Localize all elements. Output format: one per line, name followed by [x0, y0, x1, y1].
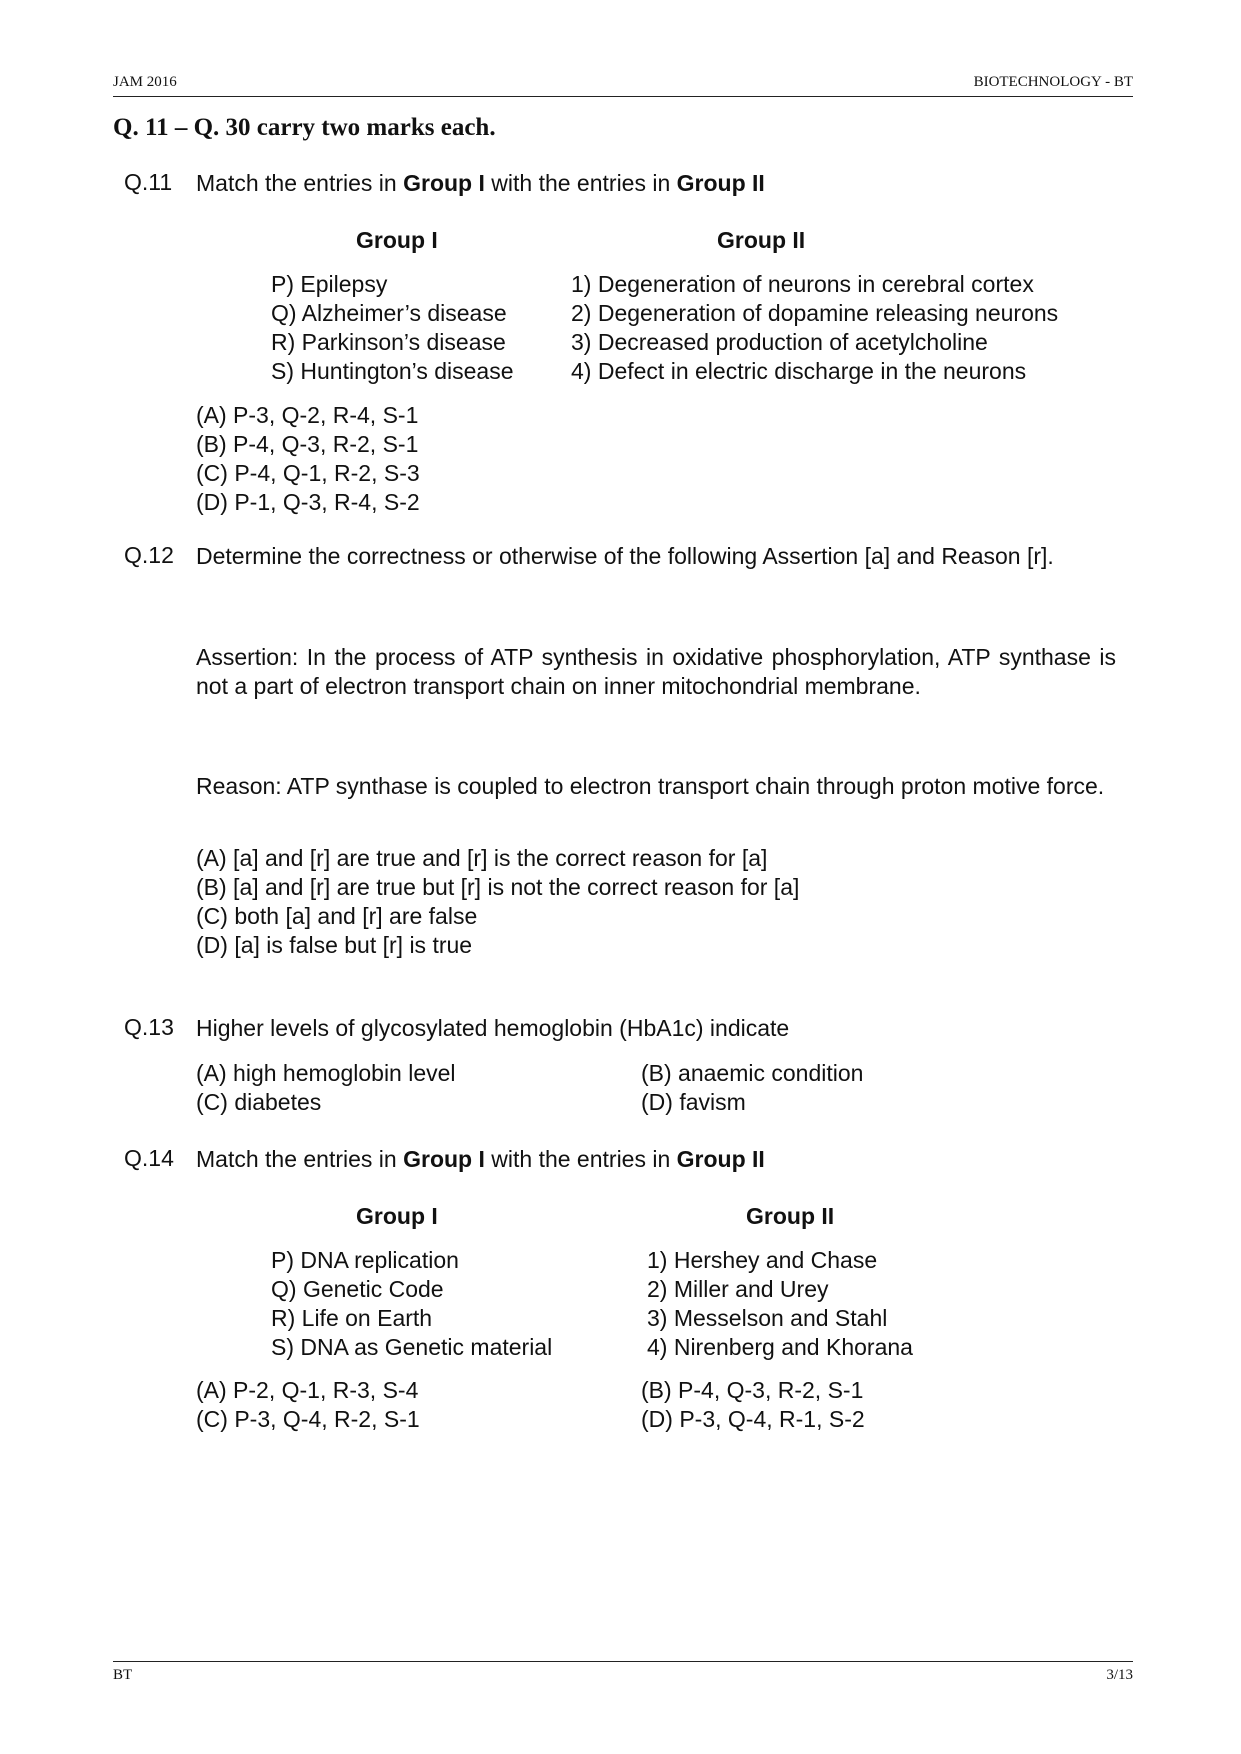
list-item: S) Huntington’s disease	[271, 358, 514, 384]
q13-number: Q.13	[124, 1014, 174, 1040]
q14-stem: Match the entries in Group I with the entries in Group II	[196, 1146, 765, 1172]
option: (D) P-1, Q-3, R-4, S-2	[196, 489, 420, 515]
list-item: 1) Degeneration of neurons in cerebral cortex	[571, 271, 1034, 297]
q14-group1-list	[271, 1246, 552, 1362]
list-item: 4) Defect in electric discharge in the neurons	[571, 358, 1027, 384]
option: (D) [a] is false but [r] is true	[196, 932, 473, 958]
list-item: S) DNA as Genetic material	[271, 1334, 553, 1360]
q13-option-a: (A) high hemoglobin level	[196, 1060, 456, 1086]
list-item: R) Life on Earth	[271, 1305, 433, 1331]
list-item: Q) Alzheimer’s disease	[271, 300, 507, 326]
header-paper-name: BIOTECHNOLOGY - BT	[973, 74, 1133, 90]
q14-number: Q.14	[124, 1145, 174, 1171]
q11-group2-list	[571, 270, 1058, 386]
header-divider	[113, 96, 1133, 97]
list-item: 2) Miller and Urey	[647, 1276, 829, 1302]
q14-option-a: (A) P-2, Q-1, R-3, S-4	[196, 1377, 419, 1403]
q11-stem: Match the entries in Group I with the entries in Group II	[196, 170, 765, 196]
option: (C) both [a] and [r] are false	[196, 903, 478, 929]
q12-reason: Reason: ATP synthase is coupled to electron transport chain through proton motive force.	[196, 773, 1105, 799]
list-item: 3) Messelson and Stahl	[647, 1305, 888, 1331]
q14-option-d: (D) P-3, Q-4, R-1, S-2	[641, 1406, 865, 1432]
q13-option-d: (D) favism	[641, 1089, 746, 1115]
option: (B) P-4, Q-3, R-2, S-1	[196, 431, 419, 457]
q13-option-c: (C) diabetes	[196, 1089, 322, 1115]
q11-group1-list	[271, 270, 514, 386]
page-number: 3/13	[1106, 1667, 1133, 1683]
q11-group1-heading: Group I	[356, 227, 438, 253]
q12-assertion: Assertion: In the process of ATP synthesis in oxidative phosphorylation, ATP synthase is not a part of electron transport chain on inner mitochondrial membrane.	[196, 644, 1116, 699]
q14-group1-heading: Group I	[356, 1203, 438, 1229]
q11-group2-heading: Group II	[717, 227, 806, 253]
footer-divider	[113, 1661, 1133, 1662]
q12-number: Q.12	[124, 542, 174, 568]
list-item: 4) Nirenberg and Khorana	[647, 1334, 913, 1360]
option: (C) P-4, Q-1, R-2, S-3	[196, 460, 420, 486]
section-title: Q. 11 – Q. 30 carry two marks each.	[113, 114, 496, 141]
list-item: 2) Degeneration of dopamine releasing neurons	[571, 300, 1059, 326]
list-item: P) Epilepsy	[271, 271, 388, 297]
q12-stem: Determine the correctness or otherwise of the following Assertion [a] and Reason [r].	[196, 543, 1054, 569]
option: (A) [a] and [r] are true and [r] is the correct reason for [a]	[196, 845, 768, 871]
header-exam-name: JAM 2016	[113, 74, 177, 90]
option: (B) [a] and [r] are true but [r] is not the correct reason for [a]	[196, 874, 800, 900]
q13-stem: Higher levels of glycosylated hemoglobin (HbA1c) indicate	[196, 1015, 790, 1041]
q14-group2-heading: Group II	[746, 1203, 835, 1229]
list-item: P) DNA replication	[271, 1247, 459, 1273]
option: (A) P-3, Q-2, R-4, S-1	[196, 402, 419, 428]
q11-number: Q.11	[124, 169, 173, 195]
list-item: R) Parkinson’s disease	[271, 329, 506, 355]
list-item: Q) Genetic Code	[271, 1276, 444, 1302]
q14-option-b: (B) P-4, Q-3, R-2, S-1	[641, 1377, 864, 1403]
q11-options	[196, 401, 420, 517]
footer-paper-code: BT	[113, 1667, 133, 1683]
q13-option-b: (B) anaemic condition	[641, 1060, 864, 1086]
q14-group2-list	[647, 1246, 913, 1362]
list-item: 1) Hershey and Chase	[647, 1247, 878, 1273]
q14-option-c: (C) P-3, Q-4, R-2, S-1	[196, 1406, 420, 1432]
list-item: 3) Decreased production of acetylcholine	[571, 329, 988, 355]
q12-options	[196, 844, 799, 960]
